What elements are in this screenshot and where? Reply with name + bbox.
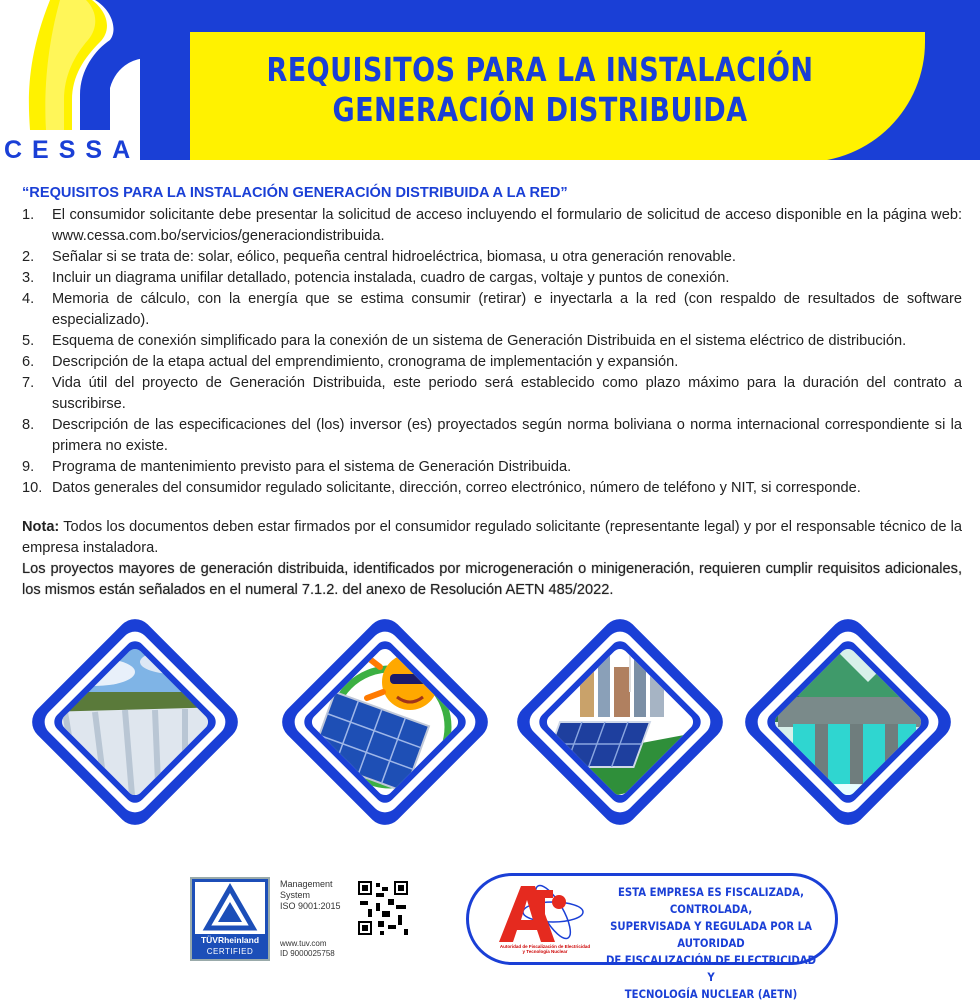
page-title: REQUISITOS PARA LA INSTALACIÓN GENERACIÓN DISTRIBUIDA (266, 50, 814, 129)
hydroelectric-dam-image (738, 612, 958, 832)
solar-panel-sun-image (275, 612, 495, 832)
aetn-regulation-text: ESTA EMPRESA ES FISCALIZADA, CONTROLADA, SUPERVISADA Y REGULADA POR LA AUTORIDAD DE FISCALIZACIÓN DE ELECTRICIDAD Y TECNOLOGÍA NUCLEAR (AETN) (605, 885, 817, 1001)
list-item: 6. Descripción de la etapa actual del emprendimiento, cronograma de implementación y expansión. (22, 354, 679, 370)
cessa-logo-text: CESSA (4, 136, 141, 164)
requirements-section (22, 183, 962, 601)
tuv-triangle-icon (195, 882, 265, 934)
tuv-certification (190, 877, 415, 961)
list-item: 10. Datos generales del consumidor regulado solicitante, dirección, correo electrónico, número de teléfono y NIT, si corresponde. (22, 480, 861, 496)
note-label: Nota: (22, 519, 60, 535)
list-item: 1. El consumidor solicitante debe presentar la solicitud de acceso incluyendo el formulario de solicitud de acceso disponible en la página web: www.cessa.com.bo/servicios/generaciondistribuida. (22, 207, 962, 244)
additional-requirements-paragraph: Los proyectos mayores de generación distribuida, identificados por microgeneración o minigeneración, requieren cumplir requisitos adicionales, los mismos están señalados en el numeral 7.1.2. del anexo de Resolución AETN 485/2022. (22, 561, 962, 598)
list-item: 7. Vida útil del proyecto de Generación Distribuida, este periodo será establecido como plazo máximo para la duración del contrato a suscribirse. (22, 375, 962, 412)
list-item: 2. Señalar si se trata de: solar, eólico, pequeña central hidroeléctrica, biomasa, u otra generación renovable. (22, 249, 736, 265)
list-item: 8. Descripción de las especificaciones del (los) inversor (es) proyectados según norma boliviana o norma internacional correspondiente si la primera no existe. (22, 417, 962, 454)
requirements-list (22, 205, 962, 499)
list-item: 3. Incluir un diagrama unifilar detallado, potencia instalada, cuadro de cargas, voltaje y puntos de conexión. (22, 270, 730, 286)
list-item: 5. Esquema de conexión simplificado para la conexión de un sistema de Generación Distribuida en el sistema eléctrico de distribución. (22, 333, 907, 349)
tuv-badge: TÜVRheinland CERTIFIED (190, 877, 270, 961)
qr-code-icon (356, 879, 410, 937)
list-item: 4. Memoria de cálculo, con la energía que se estima consumir (retirar) e inyectarla a la red (con respaldo de resultados de software especializado). (22, 291, 962, 328)
tuv-site-info: www.tuv.com ID 9000025758 (280, 939, 335, 958)
header (0, 0, 980, 165)
aetn-regulation-badge (466, 873, 838, 1001)
section-title: “REQUISITOS PARA LA INSTALACIÓN GENERACIÓN DISTRIBUIDA A LA RED” (22, 185, 568, 201)
list-item: 9. Programa de mantenimiento previsto para el sistema de Generación Distribuida. (22, 459, 572, 475)
tuv-management-info: Management System ISO 9001:2015 (280, 879, 341, 911)
illustrations-row (0, 612, 980, 832)
aetn-caption: Autoridad de Fiscalización de Electricidad y Tecnología Nuclear (499, 944, 591, 954)
note-paragraph: Nota: Todos los documentos deben estar firmados por el consumidor regulado solicitante (representante legal) y por el responsable técnico de la empresa instaladora. (22, 519, 962, 556)
dam-spillway-image (25, 612, 245, 832)
solar-farm-city-image (510, 612, 730, 832)
